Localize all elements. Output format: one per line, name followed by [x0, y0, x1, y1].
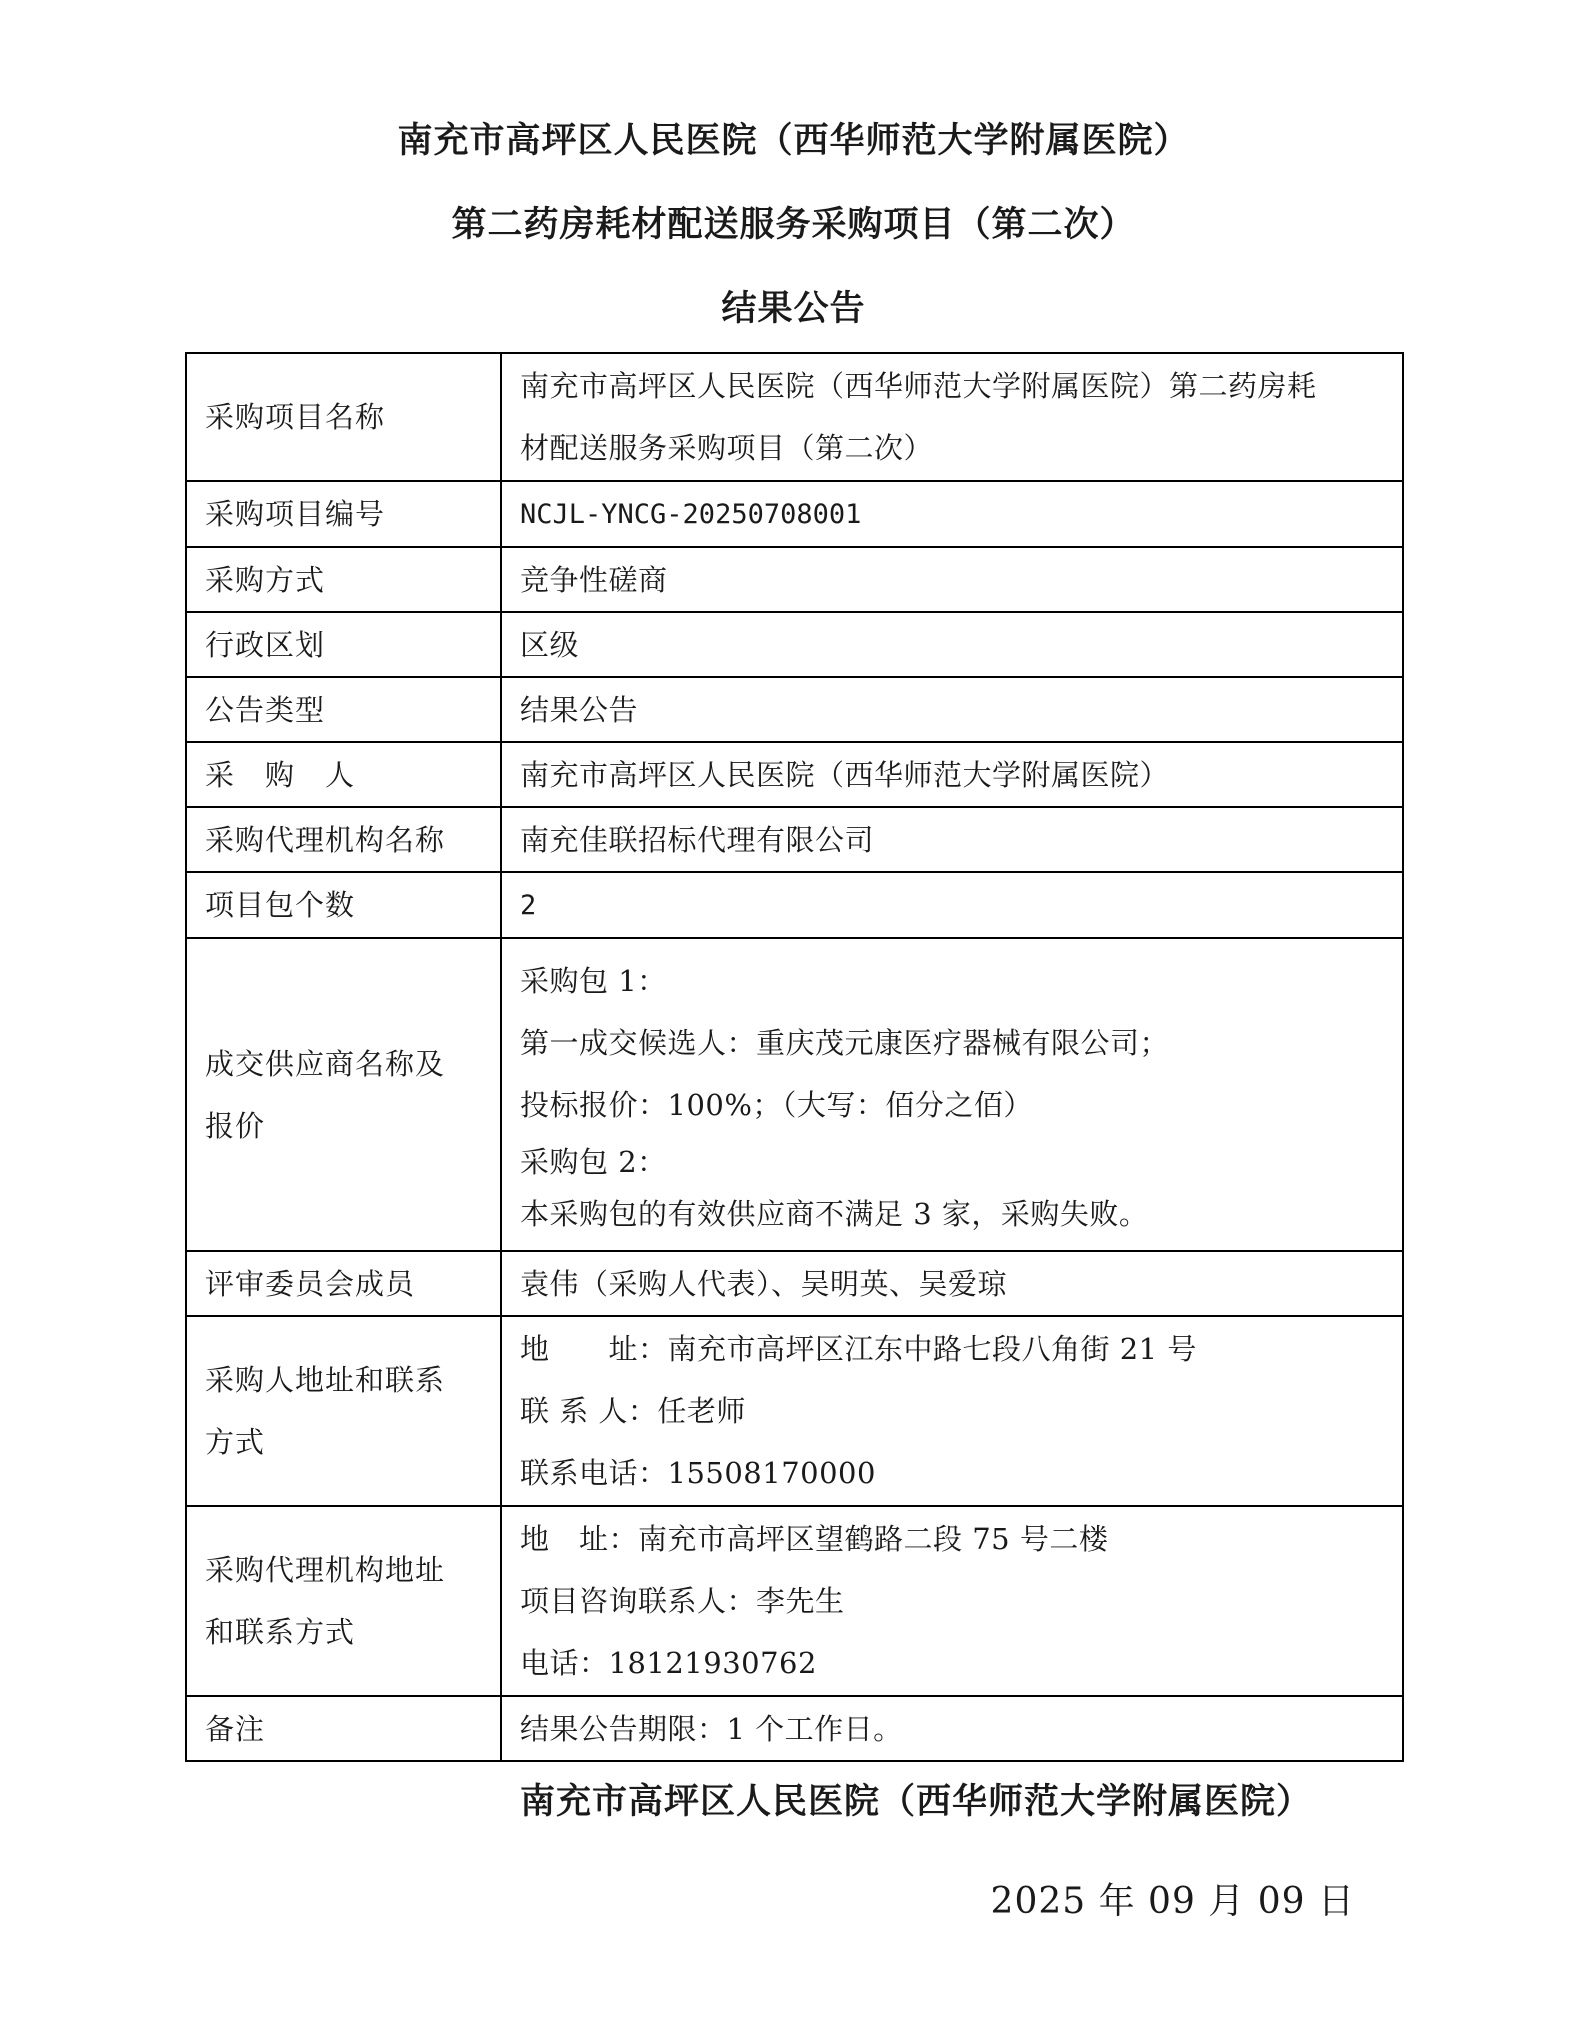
row-package-count: [186, 872, 1403, 938]
notice-type-label: 公告类型: [186, 677, 501, 742]
agency-value: 南充佳联招标代理有限公司: [501, 807, 1403, 872]
purchaser-contact-label: [186, 1316, 501, 1506]
project-number-text: NCJL-YNCG-20250708001: [520, 499, 862, 530]
issue-date: 2025 年 09 月 09 日: [990, 1881, 1355, 1922]
row-purchaser-contact: [186, 1316, 1403, 1506]
row-project-name: [186, 353, 1403, 481]
issuer-name: 南充市高坪区人民医院（西华师范大学附属医院）: [520, 1781, 1313, 1822]
agency-contact-person: 项目咨询联系人：李先生: [520, 1584, 845, 1618]
document-title-line-3: 结果公告: [721, 288, 866, 329]
project-name-label: 采购项目名称: [186, 353, 501, 481]
purchaser-address: 地 址：南充市高坪区江东中路七段八角街 21 号: [520, 1332, 1197, 1366]
project-number-value: [501, 481, 1403, 547]
winner-package-2-result: 本采购包的有效供应商不满足 3 家，采购失败。: [520, 1196, 1149, 1231]
row-region: [186, 612, 1403, 677]
row-winner: [186, 938, 1403, 1251]
winner-label-line-1: 成交供应商名称及: [205, 1046, 446, 1081]
winner-bid-price: 投标报价：100%；（大写：佰分之佰）: [520, 1087, 1033, 1122]
method-label: 采购方式: [186, 547, 501, 612]
agency-contact-label-line-1: 采购代理机构地址: [205, 1553, 446, 1587]
remarks-value: 结果公告期限：1 个工作日。: [501, 1696, 1403, 1761]
region-value: 区级: [501, 612, 1403, 677]
purchaser-value: 南充市高坪区人民医院（西华师范大学附属医院）: [501, 742, 1403, 807]
purchaser-contact-label-line-1: 采购人地址和联系: [205, 1363, 446, 1397]
committee-value: 袁伟（采购人代表）、吴明英、吴爱琼: [501, 1251, 1403, 1316]
winner-candidate: 第一成交候选人：重庆茂元康医疗器械有限公司；: [520, 1025, 1170, 1060]
row-purchaser: [186, 742, 1403, 807]
row-agency: [186, 807, 1403, 872]
project-number-label: 采购项目编号: [186, 481, 501, 547]
row-project-number: [186, 481, 1403, 547]
remarks-label: 备注: [186, 1696, 501, 1761]
agency-contact-value: [501, 1506, 1403, 1696]
purchaser-contact-label-line-2: 方式: [205, 1425, 266, 1459]
agency-contact-label: [186, 1506, 501, 1696]
result-info-table: [185, 352, 1404, 1762]
agency-label: 采购代理机构名称: [186, 807, 501, 872]
winner-package-2: 采购包 2：: [520, 1144, 667, 1179]
package-count-value: [501, 872, 1403, 938]
purchaser-label: 采 购 人: [186, 742, 501, 807]
method-value: 竞争性磋商: [501, 547, 1403, 612]
region-label: 行政区划: [186, 612, 501, 677]
purchaser-contact-value: [501, 1316, 1403, 1506]
package-count-label: 项目包个数: [186, 872, 501, 938]
winner-value: [501, 938, 1403, 1251]
row-remarks: [186, 1696, 1403, 1761]
package-count-text: 2: [520, 890, 537, 921]
row-agency-contact: [186, 1506, 1403, 1696]
agency-address: 地 址：南充市高坪区望鹤路二段 75 号二楼: [520, 1522, 1109, 1556]
row-method: [186, 547, 1403, 612]
purchaser-contact-person: 联 系 人：任老师: [520, 1394, 746, 1428]
document-title-line-1: 南充市高坪区人民医院（西华师范大学附属医院）: [397, 120, 1190, 161]
winner-label-line-2: 报价: [205, 1108, 266, 1143]
winner-label: [186, 938, 501, 1251]
agency-contact-label-line-2: 和联系方式: [205, 1615, 356, 1649]
agency-phone: 电话：18121930762: [520, 1646, 817, 1680]
row-notice-type: [186, 677, 1403, 742]
project-name-value: [501, 353, 1403, 481]
committee-label: 评审委员会成员: [186, 1251, 501, 1316]
winner-package-1: 采购包 1：: [520, 963, 667, 998]
project-name-line-1: 南充市高坪区人民医院（西华师范大学附属医院）第二药房耗: [520, 369, 1317, 403]
document-title-line-2: 第二药房耗材配送服务采购项目（第二次）: [451, 204, 1136, 245]
project-name-line-2: 材配送服务采购项目（第二次）: [520, 431, 934, 465]
notice-type-value: 结果公告: [501, 677, 1403, 742]
row-committee: [186, 1251, 1403, 1316]
purchaser-phone: 联系电话：15508170000: [520, 1456, 876, 1490]
